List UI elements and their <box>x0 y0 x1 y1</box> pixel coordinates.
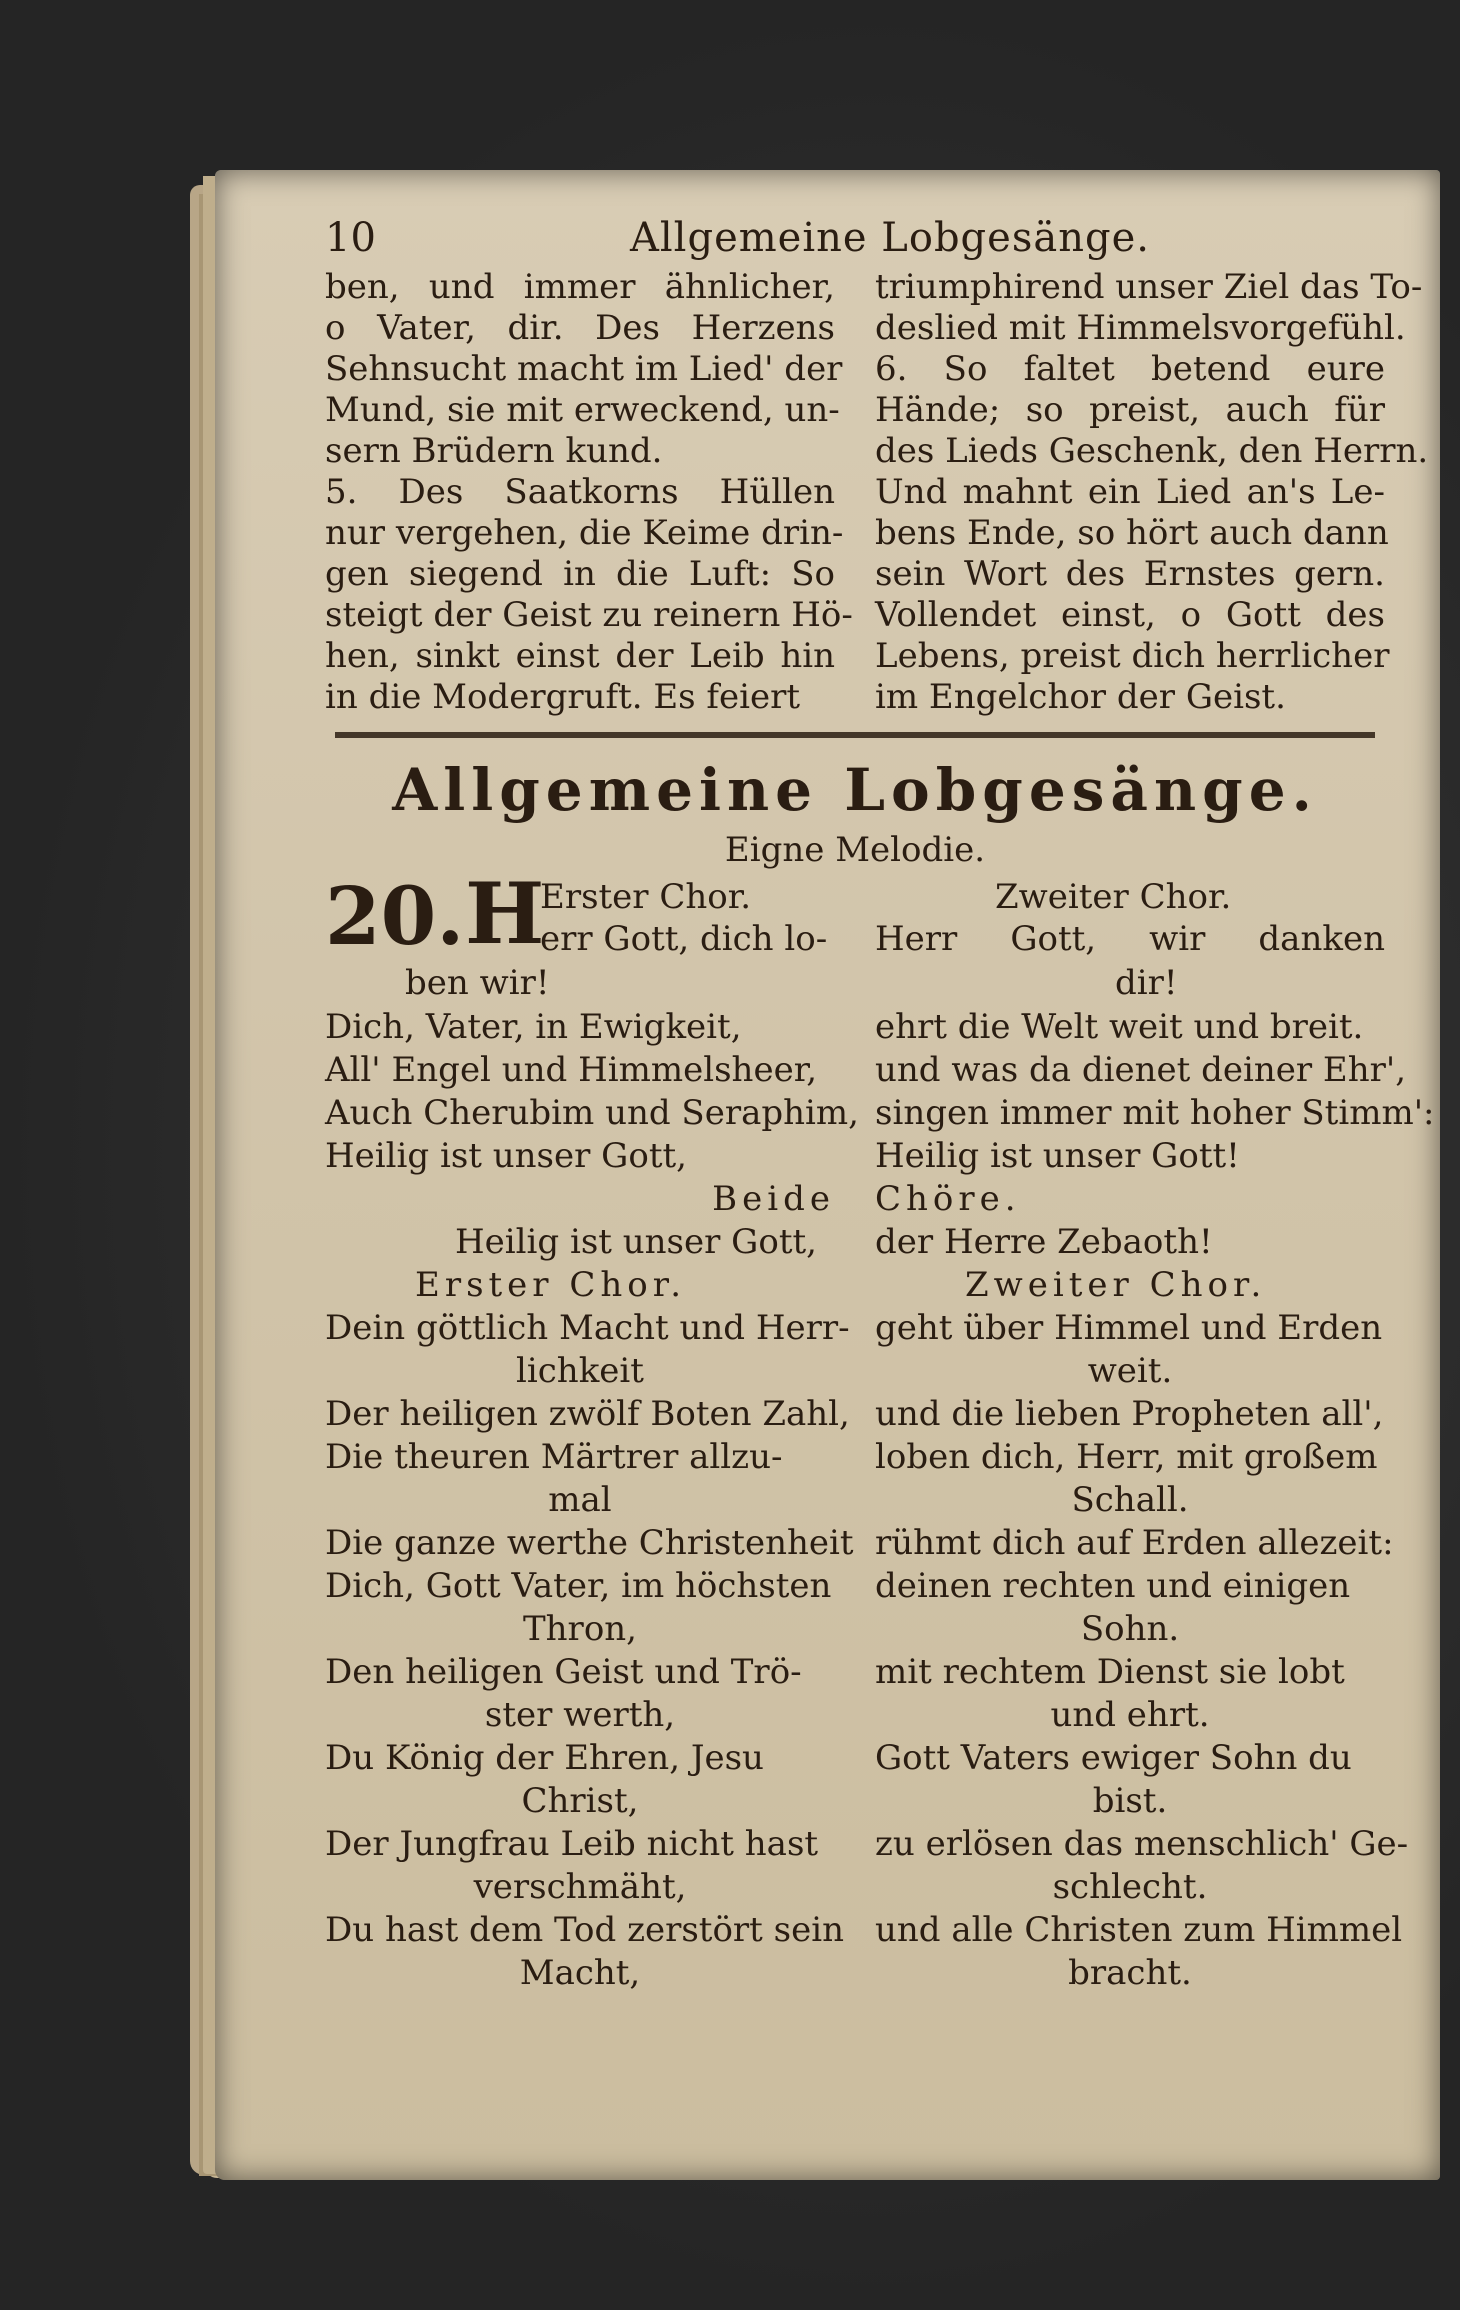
choirs-label: Chöre. <box>875 1179 1021 1219</box>
text-line: Lebens, preist dich herrlicher <box>875 636 1390 676</box>
top-left-column <box>325 267 853 718</box>
hymn-line-right: Gott Vaters ewiger Sohn du <box>875 1738 1352 1778</box>
hymn-line-right: bist. <box>1092 1781 1168 1821</box>
hymn-line-right: loben dich, Herr, mit großem <box>875 1437 1378 1477</box>
page-header <box>325 205 1385 267</box>
hymn-line-right: zu erlösen das menschlich' Ge- <box>875 1824 1409 1864</box>
hymn-line-right: mit rechtem Dienst sie lobt <box>875 1652 1345 1692</box>
hymn-row <box>325 1651 1385 1694</box>
top-right-column <box>875 267 1429 718</box>
hymn-row <box>325 1565 1385 1608</box>
text-line: in die Modergruft. Es feiert <box>325 677 801 717</box>
text-line: Hände; so preist, auch für <box>875 390 1385 430</box>
hymn-row <box>325 1350 1385 1393</box>
hymn-line: Die ganze werthe Christenheit <box>325 1523 854 1563</box>
hymn-line: Dich, Gott Vater, im höchsten <box>325 1566 832 1606</box>
hymn-lines-part1 <box>325 1006 1435 1178</box>
text-line: sein Wort des Ernstes gern. <box>875 554 1385 594</box>
hymn-line-right: deinen rechten und einigen <box>875 1566 1351 1606</box>
hymn-line-right: und ehrt. <box>1050 1695 1210 1735</box>
both-choirs-heading <box>325 1178 1385 1221</box>
hymn-line-right: geht über Himmel und Erden <box>875 1308 1383 1348</box>
hymn-line: Den heiligen Geist und Trö- <box>325 1652 802 1692</box>
choir-headings <box>325 1264 1385 1307</box>
hymn-line: Du hast dem Tod zerstört sein <box>325 1910 844 1950</box>
hymn-line-right: schlecht. <box>1052 1867 1208 1907</box>
hymn-number: 20. <box>325 869 465 963</box>
hymn-line-right: und die lieben Propheten all', <box>875 1394 1384 1434</box>
text-line: nur vergehen, die Keime drin- <box>325 513 844 553</box>
hymn-line: verschmäht, <box>473 1867 687 1907</box>
hymn-line: ster werth, <box>484 1695 676 1735</box>
second-choir-heading: Zweiter Chor. <box>995 877 1232 917</box>
hymn-line: All' Engel und Himmelsheer, <box>325 1050 818 1090</box>
hymn-line-right: Heilig ist unser Gott! <box>875 1136 1240 1176</box>
text-line: sern Brüdern kund. <box>325 431 663 471</box>
word: Gott, <box>1010 919 1097 959</box>
hymn-line: Auch Cherubim und Seraphim, <box>325 1093 859 1133</box>
hymn-line-right: singen immer mit hoher Stimm': <box>875 1093 1435 1133</box>
hymn-line: ben wir! <box>405 963 550 1003</box>
hymn-row <box>325 1479 1385 1522</box>
hymn-row <box>325 1694 1385 1737</box>
hymn-line: Die theuren Märtrer allzu- <box>325 1437 783 1477</box>
hymn-line-right: und alle Christen zum Himmel <box>875 1910 1403 1950</box>
hymn-row <box>325 1952 1385 1995</box>
hymn-row <box>325 1909 1403 1952</box>
hymn-line: lichkeit <box>516 1351 644 1391</box>
hymn-row <box>325 1608 1385 1651</box>
hymn-lines-part2 <box>325 1307 1409 1995</box>
hymn-line-right: weit. <box>1087 1351 1173 1391</box>
hymn-row <box>325 1135 1385 1178</box>
second-choir-heading-2: Zweiter Chor. <box>965 1265 1267 1305</box>
hymn-line: mal <box>548 1480 612 1520</box>
hymn-line: Der heiligen zwölf Boten Zahl, <box>325 1394 850 1434</box>
hymn-line-right: und was da dienet deiner Ehr', <box>875 1050 1407 1090</box>
drop-initial: H <box>465 864 545 963</box>
text-line: im Engelchor der Geist. <box>875 677 1286 717</box>
section-title: Allgemeine Lobgesänge. <box>392 756 1318 824</box>
hymn-line-right: rühmt dich auf Erden allezeit: <box>875 1523 1394 1563</box>
hymn-20 <box>325 864 1435 1995</box>
hymn-row <box>325 1866 1385 1909</box>
hymn-line-right: ehrt die Welt weit und breit. <box>875 1007 1364 1047</box>
hymn-opening <box>325 864 1385 1006</box>
hymn-line-right <box>875 918 1385 961</box>
text-line: des Lieds Geschenk, den Herrn. <box>875 431 1429 471</box>
hymn-row <box>325 1823 1409 1866</box>
running-title: Allgemeine Lobgesänge. <box>630 215 1150 261</box>
first-choir-heading-2: Erster Chor. <box>415 1265 687 1305</box>
hymn-line: Thron, <box>522 1609 637 1649</box>
hymn-line: Dein göttlich Macht und Herr- <box>325 1308 850 1348</box>
page-number: 10 <box>325 215 376 261</box>
hymn-row <box>325 1049 1407 1092</box>
word: danken <box>1258 919 1385 959</box>
hymn-row <box>325 1436 1385 1479</box>
hymn-row <box>325 1307 1385 1350</box>
word: Herr <box>875 919 958 959</box>
text-line: 5. Des Saatkorns Hüllen <box>325 472 835 512</box>
hymn-line: Du König der Ehren, Jesu <box>325 1738 764 1778</box>
first-choir-heading: Erster Chor. <box>540 877 752 917</box>
hymn-line: Heilig ist unser Gott, <box>325 1136 687 1176</box>
text-line: ben, und immer ähnlicher, <box>325 267 835 307</box>
text-line: Vollendet einst, o Gott des <box>875 595 1385 635</box>
hymn-line: err Gott, dich lo- <box>540 919 828 959</box>
top-columns <box>325 267 1429 718</box>
text-line: hen, sinkt einst der Leib hin <box>325 636 835 676</box>
hymn-line: Heilig ist unser Gott, <box>455 1222 817 1262</box>
text-line: 6. So faltet betend eure <box>875 349 1385 389</box>
hymn-line-right: der Herre Zebaoth! <box>875 1222 1213 1262</box>
hymn-line: Macht, <box>519 1953 641 1993</box>
both-label: Beide <box>712 1179 835 1219</box>
page-content <box>325 205 1435 1995</box>
hymn-line-right: bracht. <box>1068 1953 1192 1993</box>
text-line: Und mahnt ein Lied an's Le- <box>875 472 1385 512</box>
hymn-line-right: Sohn. <box>1080 1609 1180 1649</box>
hymn-row <box>325 1221 1385 1264</box>
hymn-row <box>325 1006 1385 1049</box>
word: wir <box>1149 919 1206 959</box>
hymn-line-right: Schall. <box>1071 1480 1189 1520</box>
hymn-row <box>325 1092 1435 1135</box>
hymn-line: Der Jungfrau Leib nicht hast <box>325 1824 819 1864</box>
text-line: triumphirend unser Ziel das To- <box>875 267 1423 307</box>
section-divider <box>335 732 1375 738</box>
text-line: Mund, sie mit erweckend, un- <box>325 390 840 430</box>
text-line: Sehnsucht macht im Lied' der <box>325 349 843 389</box>
hymn-row <box>325 1393 1385 1436</box>
text-line: gen siegend in die Luft: So <box>325 554 835 594</box>
hymn-line: Dich, Vater, in Ewigkeit, <box>325 1007 742 1047</box>
text-line: o Vater, dir. Des Herzens <box>325 308 835 348</box>
hymn-line: Christ, <box>521 1781 639 1821</box>
hymn-row <box>325 1737 1385 1780</box>
melody-note: Eigne Melodie. <box>724 830 986 870</box>
hymn-line-right: dir! <box>1115 963 1178 1003</box>
text-line: steigt der Geist zu reinern Hö- <box>325 595 853 635</box>
text-line: deslied mit Himmelsvorgefühl. <box>875 308 1406 348</box>
text-line: bens Ende, so hört auch dann <box>875 513 1389 553</box>
hymn-row <box>325 1780 1385 1823</box>
hymn-row <box>325 1522 1394 1565</box>
